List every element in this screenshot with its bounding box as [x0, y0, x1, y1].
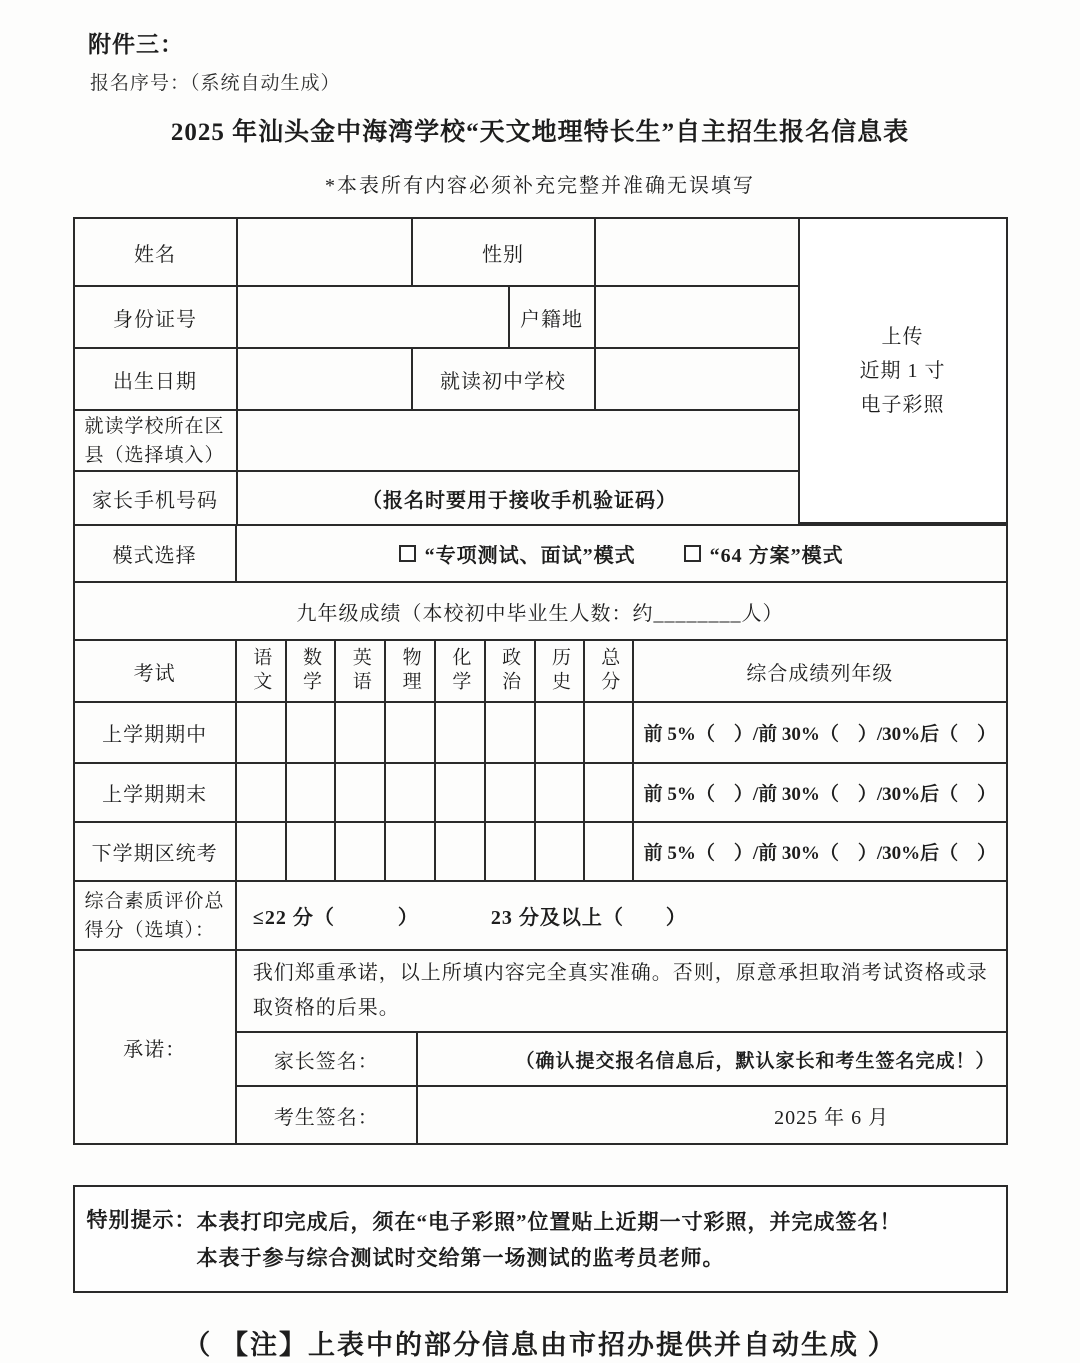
birth-date-input-cell[interactable] — [238, 349, 413, 409]
table-row — [75, 472, 802, 524]
registration-table — [73, 217, 1008, 1145]
exam-row-label: 上学期期中 — [75, 703, 237, 762]
subject-header-chemistry: 化学 — [436, 641, 486, 701]
promise-label: 承诺： — [75, 951, 237, 1143]
score-cell[interactable] — [386, 823, 436, 880]
gender-input-cell[interactable] — [596, 219, 802, 285]
rank-col-header: 综合成绩列年级 — [746, 662, 894, 685]
subject-header-chinese: 语文 — [237, 641, 287, 701]
form-page — [0, 26, 1080, 1363]
special-notice-box — [73, 1185, 1008, 1293]
table-row — [75, 287, 802, 349]
exam-row-label: 下学期区统考 — [75, 823, 237, 880]
checkbox-64-plan-mode[interactable] — [684, 545, 701, 562]
mode-label: 模式选择 — [75, 526, 237, 581]
rank-fill-cell[interactable]: 前 5%（ ）/前 30%（ ）/30%后（ ） — [643, 724, 997, 745]
quality-label: 综合素质评价总得分（选填）： — [75, 882, 237, 949]
grade9-heading: 九年级成绩（本校初中毕业生人数：约________人） — [296, 602, 784, 625]
photo-upload-cell[interactable] — [798, 219, 1006, 524]
score-cell[interactable] — [237, 703, 287, 762]
basic-info-section — [75, 219, 1006, 526]
rank-fill-cell[interactable]: 前 5%（ ）/前 30%（ ）/30%后（ ） — [643, 843, 997, 864]
district-label: 就读学校所在区县（选择填入） — [75, 411, 238, 470]
middle-school-input-cell[interactable] — [596, 349, 802, 409]
score-cell[interactable] — [436, 823, 486, 880]
mode-select-row — [75, 526, 1006, 583]
mode-option-label: “64 方案”模式 — [709, 545, 844, 567]
table-row — [75, 219, 802, 287]
score-cell[interactable] — [536, 703, 586, 762]
score-cell[interactable] — [287, 823, 337, 880]
score-cell[interactable] — [536, 823, 586, 880]
subject-header-physics: 物理 — [386, 641, 436, 701]
score-cell[interactable] — [536, 764, 586, 821]
score-cell[interactable] — [237, 823, 287, 880]
score-cell[interactable] — [336, 703, 386, 762]
exam-col-header: 考试 — [75, 641, 237, 701]
sign-note: （确认提交报名信息后，默认家长和考生签名完成！） — [515, 1050, 996, 1072]
score-cell[interactable] — [336, 764, 386, 821]
photo-note-line: 上传 — [881, 325, 924, 348]
gender-label: 性别 — [413, 219, 596, 285]
score-cell[interactable] — [287, 764, 337, 821]
phone-note: （报名时要用于接收手机验证码） — [362, 489, 677, 512]
parent-phone-label: 家长手机号码 — [75, 472, 238, 524]
mode-option-special-test — [399, 539, 636, 568]
notice-label: 特别提示： — [86, 1208, 197, 1232]
student-sign-row — [237, 1087, 1006, 1143]
score-cell[interactable] — [486, 764, 536, 821]
subject-header-history: 历史 — [536, 641, 586, 701]
parent-sign-row — [237, 1033, 1006, 1087]
id-number-input-cell[interactable] — [238, 287, 510, 347]
score-cell[interactable] — [287, 703, 337, 762]
promise-section — [75, 951, 1006, 1143]
birth-date-label: 出生日期 — [75, 349, 238, 409]
quality-option-le22[interactable]: ≤22 分（ ） — [252, 907, 419, 929]
exam-row-label: 上学期期末 — [75, 764, 237, 821]
student-sign-label: 考生签名： — [237, 1087, 418, 1143]
mode-option-label: “专项测试、面试”模式 — [424, 545, 636, 567]
exam-header-row — [75, 641, 1006, 703]
photo-note-line: 电子彩照 — [860, 393, 945, 416]
quality-score-row — [75, 882, 1006, 951]
exam-row-district — [75, 823, 1006, 882]
score-cell[interactable] — [386, 703, 436, 762]
grade-heading-row — [75, 583, 1006, 641]
score-cell[interactable] — [486, 703, 536, 762]
photo-note-line: 近期 1 寸 — [859, 359, 946, 382]
id-number-label: 身份证号 — [75, 287, 238, 347]
score-cell[interactable] — [386, 764, 436, 821]
mode-options-cell — [237, 526, 1006, 581]
attachment-label: 附件三： — [88, 32, 184, 57]
score-cell[interactable] — [436, 764, 486, 821]
subject-header-math: 数学 — [287, 641, 337, 701]
mode-option-64-plan — [684, 539, 844, 568]
quality-options-cell — [237, 882, 1006, 949]
subject-header-total: 总分 — [585, 641, 634, 701]
rank-fill-cell[interactable]: 前 5%（ ）/前 30%（ ）/30%后（ ） — [643, 784, 997, 805]
score-cell[interactable] — [237, 764, 287, 821]
page-subtitle: *本表所有内容必须补充完整并准确无误填写 — [325, 175, 755, 197]
table-row — [75, 411, 802, 472]
checkbox-special-test-mode[interactable] — [399, 545, 416, 562]
exam-row-final — [75, 764, 1006, 823]
household-input-cell[interactable] — [596, 287, 802, 347]
name-label: 姓名 — [75, 219, 238, 285]
middle-school-label: 就读初中学校 — [413, 349, 596, 409]
quality-option-ge23[interactable]: 23 分及以上（ ） — [490, 907, 687, 929]
form-date: 2025 年 6 月 — [774, 1106, 890, 1129]
footnote: （ 【注】上表中的部分信息由市招办提供并自动生成 ） — [183, 1330, 897, 1360]
household-label: 户籍地 — [510, 287, 596, 347]
subject-header-politics: 政治 — [486, 641, 536, 701]
score-cell[interactable] — [486, 823, 536, 880]
score-cell[interactable] — [585, 703, 634, 762]
score-cell[interactable] — [585, 764, 634, 821]
district-input-cell[interactable] — [238, 411, 802, 470]
parent-phone-input-cell[interactable] — [238, 472, 802, 524]
notice-line-1: 本表打印完成后，须在“电子彩照”位置贴上近期一寸彩照，并完成签名！ — [196, 1210, 902, 1234]
notice-line-2: 本表于参与综合测试时交给第一场测试的监考员老师。 — [196, 1246, 725, 1270]
page-title: 2025 年汕头金中海湾学校“天文地理特长生”自主招生报名信息表 — [170, 119, 910, 146]
table-row — [75, 349, 802, 411]
promise-statement: 我们郑重承诺，以上所填内容完全真实准确。否则，原意承担取消考试资格或录取资格的后果。 — [237, 951, 1006, 1033]
notice-text — [197, 1204, 902, 1276]
score-cell[interactable] — [336, 823, 386, 880]
parent-sign-label: 家长签名： — [237, 1033, 418, 1085]
subject-header-english: 英语 — [336, 641, 386, 701]
score-cell[interactable] — [585, 823, 634, 880]
score-cell[interactable] — [436, 703, 486, 762]
name-input-cell[interactable] — [238, 219, 413, 285]
exam-row-midterm — [75, 703, 1006, 764]
serial-number-label: 报名序号：（系统自动生成） — [90, 73, 341, 94]
